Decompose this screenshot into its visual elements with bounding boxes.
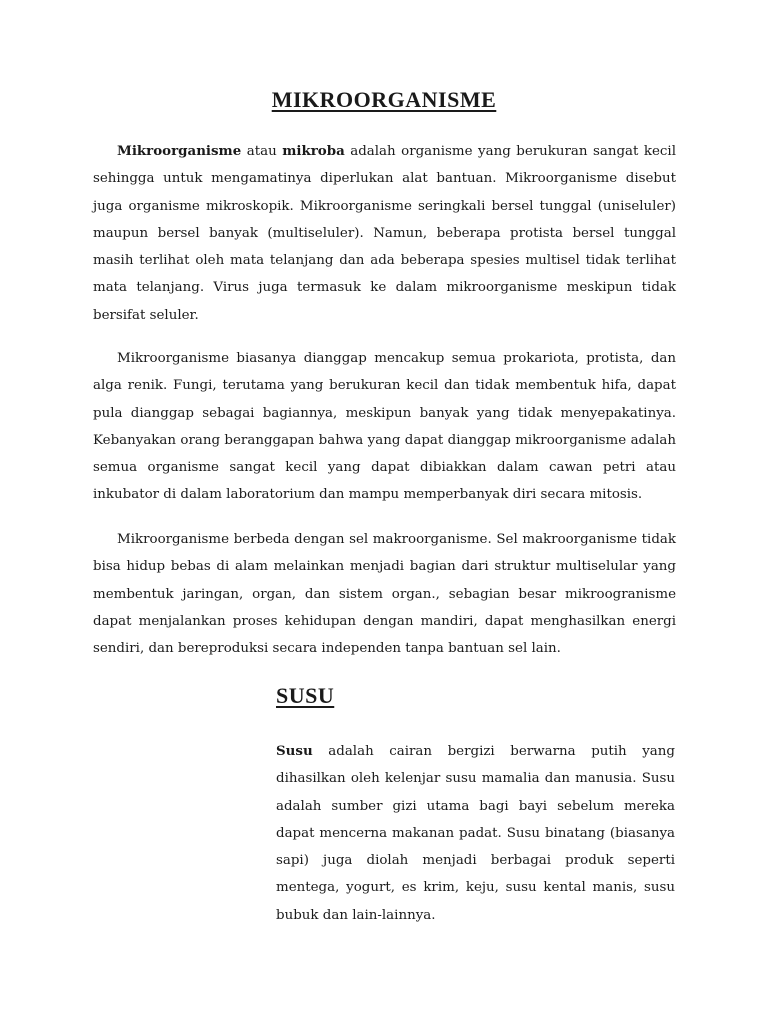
paragraph-definition-text: adalah organisme yang berukuran sangat kecil sehingga untuk mengamatinya diperlukan alat bantuan. Mikroorganisme disebut juga organisme mikroskopik. Mikroorganisme seringkali bersel tunggal (uniseluler) maupun bersel banyak (multiseluler). Namun, beberapa protista bersel tunggal masih terlihat oleh mata telanjang dan ada beberapa spesies multisel tidak terlihat mata telanjang. Virus juga termasuk ke dalam mikroorganisme meskipun tidak bersifat seluler. [93,144,676,323]
paragraph-scope: Mikroorganisme biasanya dianggap mencakup semua prokariota, protista, dan alga renik. Fungi, terutama yang berukuran kecil dan tidak membentuk hifa, dapat pula dianggap sebagai bagiannya, meskipun banyak yang tidak menyepakatinya. Kebanyakan orang beranggapan bahwa yang dapat dianggap mikroorganisme adalah semua organisme sangat kecil yang dapat dibiakkan dalam cawan petri atau inkubator di dalam laboratorium dan mampu memperbanyak diri secara mitosis. [93,351,676,503]
term-mikroorganisme: Mikroorganisme [117,143,242,159]
paragraph-susu-text: adalah cairan bergizi berwarna putih yang dihasilkan oleh kelenjar susu mamalia dan manusia. Susu adalah sumber gizi utama bagi bayi sebelum mereka dapat mencerna makanan padat. Susu binatang (biasanya sapi) juga diolah menjadi berbagai produk seperti mentega, yogurt, es krim, keju, susu kental manis, susu bubuk dan lain-lainnya. [276,744,675,923]
term-susu: Susu [276,743,313,759]
connector-text: atau [241,144,283,159]
paragraph-susu [276,738,675,929]
section-title-susu: SUSU [276,683,335,708]
paragraph-definition [93,138,676,329]
term-mikroba: mikroba [282,143,345,159]
page-title: MIKROORGANISME [271,87,497,112]
paragraph-difference: Mikroorganisme berbeda dengan sel makroorganisme. Sel makroorganisme tidak bisa hidup bebas di alam melainkan menjadi bagian dari struktur multiselular yang membentuk jaringan, organ, dan sistem organ., sebagian besar mikroogranisme dapat menjalankan proses kehidupan dengan mandiri, dapat menghasilkan energi sendiri, dan bereproduksi secara independen tanpa bantuan sel lain. [93,532,676,657]
